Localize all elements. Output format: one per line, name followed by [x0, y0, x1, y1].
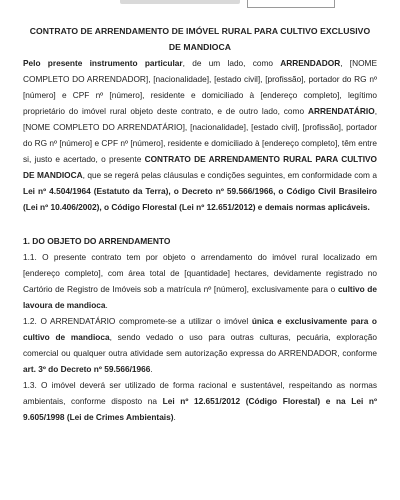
- clause-text: .: [105, 300, 108, 310]
- header-strip: [120, 0, 240, 4]
- intro-text: , [NOME COMPLETO DO ARRENDATÁRIO], [nacionalidade], [estado civil], [profissão], portador do RG nº [número] e CPF nº [número], residente e domiciliado à [endereço completo], têm entre si, justo e acertado, o presente: [23, 106, 377, 164]
- clause-1-1: [23, 249, 377, 313]
- title-line-1: CONTRATO DE ARRENDAMENTO DE IMÓVEL RURAL PARA CULTIVO EXCLUSIVO: [29, 26, 371, 36]
- clause-1-2: [23, 313, 377, 377]
- section-heading: 1. DO OBJETO DO ARRENDAMENTO: [23, 236, 171, 246]
- intro-paragraph: [23, 55, 377, 215]
- clause-bold: art. 3º do Decreto nº 59.566/1966: [23, 364, 151, 374]
- intro-bold-arrendatario: ARRENDATÁRIO: [308, 106, 375, 116]
- clause-bold: Lei nº 12.651/2012 (Código Florestal) e na Lei nº 9.605/1998 (Lei de Crimes Ambientais): [23, 396, 377, 422]
- title-line-2: DE MANDIOCA: [168, 42, 232, 52]
- clause-text: 1.1. O presente contrato tem por objeto o arrendamento do imóvel rural localizado em [endereço completo], com área total de [quantidade] hectares, devidamente registrado no Cartório de Registro de Imóveis sob a matrícula nº [número], exclusivamente para o: [23, 252, 377, 294]
- contract-document: [23, 23, 377, 425]
- clause-1-3: [23, 377, 377, 425]
- clause-text: 1.2. O ARRENDATÁRIO compromete-se a utilizar o imóvel: [23, 316, 252, 326]
- clause-text: .: [150, 364, 153, 374]
- intro-text: , de um lado, como: [182, 58, 281, 68]
- intro-text: , [NOME COMPLETO DO ARRENDADOR], [nacionalidade], [estado civil], [profissão], portador do RG nº [número] e CPF nº [número], residente e domiciliado à [endereço completo], legítimo proprietário do imóvel rural objeto deste contrato, e de outro lado, como: [23, 58, 377, 116]
- header-decoration: [0, 0, 400, 8]
- clause-bold: única e exclusivamente para o cultivo de mandioca: [23, 316, 377, 342]
- intro-bold-laws: Lei nº 4.504/1964 (Estatuto da Terra), o Decreto nº 59.566/1966, o Código Civil Brasileiro (Lei nº 10.406/2002), o Código Florestal (Lei nº 12.651/2012) e demais normas aplicáveis.: [23, 186, 377, 212]
- document-title: [23, 23, 377, 55]
- clause-text: .: [173, 412, 176, 422]
- intro-bold-instrument: Pelo presente instrumento particular: [23, 58, 183, 68]
- intro-text: , que se regerá pelas cláusulas e condições seguintes, em conformidade com a: [82, 170, 377, 180]
- clause-text: , sendo vedado o uso para outras culturas, pecuária, exploração comercial ou qualquer outra atividade sem autorização expressa do ARRENDADOR, conforme: [23, 332, 377, 358]
- header-box: [247, 0, 335, 8]
- clause-text: 1.3. O imóvel deverá ser utilizado de forma racional e sustentável, respeitando as normas ambientais, conforme disposto na: [23, 380, 377, 406]
- clause-bold: cultivo de lavoura de mandioca: [23, 284, 377, 310]
- intro-bold-arrendador: ARRENDADOR: [280, 58, 341, 68]
- intro-bold-contract-name: CONTRATO DE ARRENDAMENTO RURAL PARA CULTIVO DE MANDIOCA: [23, 154, 377, 180]
